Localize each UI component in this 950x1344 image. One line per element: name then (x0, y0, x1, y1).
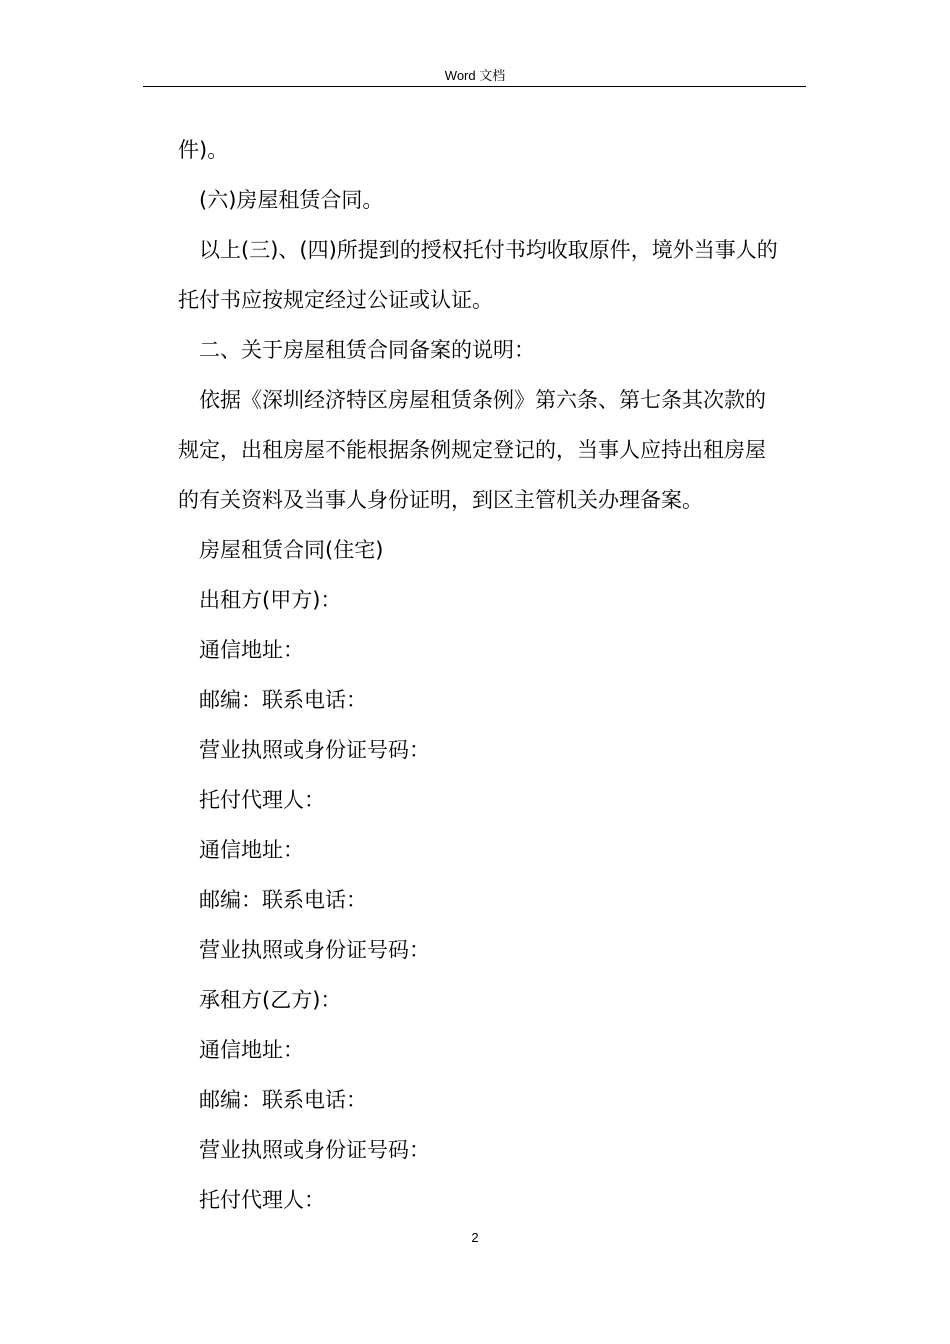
paragraph-line: 的有关资料及当事人身份证明，到区主管机关办理备案。 (178, 488, 703, 512)
paragraph-line: 通信地址： (199, 838, 304, 862)
paragraph-line: (六)房屋租赁合同。 (199, 188, 384, 212)
page-header: Word 文档 (444, 68, 506, 83)
paragraph-line: 邮编：联系电话： (199, 1088, 367, 1112)
paragraph-line: 托付代理人： (199, 1188, 325, 1212)
paragraph-line: 营业执照或身份证号码： (199, 938, 430, 962)
paragraph-line: 房屋租赁合同(住宅) (199, 538, 384, 562)
paragraph-line: 出租方(甲方)： (199, 588, 342, 612)
paragraph-line: 规定，出租房屋不能根据条例规定登记的，当事人应持出租房屋 (178, 438, 766, 462)
paragraph-line: 承租方(乙方)： (199, 988, 342, 1012)
paragraph-line: 二、关于房屋租赁合同备案的说明： (199, 338, 535, 362)
paragraph-line: 依据《深圳经济特区房屋租赁条例》第六条、第七条其次款的 (199, 388, 766, 412)
paragraph-line: 以上(三)、(四)所提到的授权托付书均收取原件，境外当事人的 (199, 238, 778, 262)
paragraph-line: 托付书应按规定经过公证或认证。 (178, 288, 493, 312)
document-body (178, 125, 808, 1225)
paragraph-line: 邮编：联系电话： (199, 888, 367, 912)
paragraph-line: 营业执照或身份证号码： (199, 1138, 430, 1162)
header-divider (143, 86, 806, 87)
page-number: 2 (471, 1230, 479, 1245)
paragraph-line: 邮编：联系电话： (199, 688, 367, 712)
paragraph-line: 通信地址： (199, 1038, 304, 1062)
paragraph-line: 件)。 (178, 138, 229, 162)
paragraph-line: 通信地址： (199, 638, 304, 662)
paragraph-line: 托付代理人： (199, 788, 325, 812)
paragraph-line: 营业执照或身份证号码： (199, 738, 430, 762)
